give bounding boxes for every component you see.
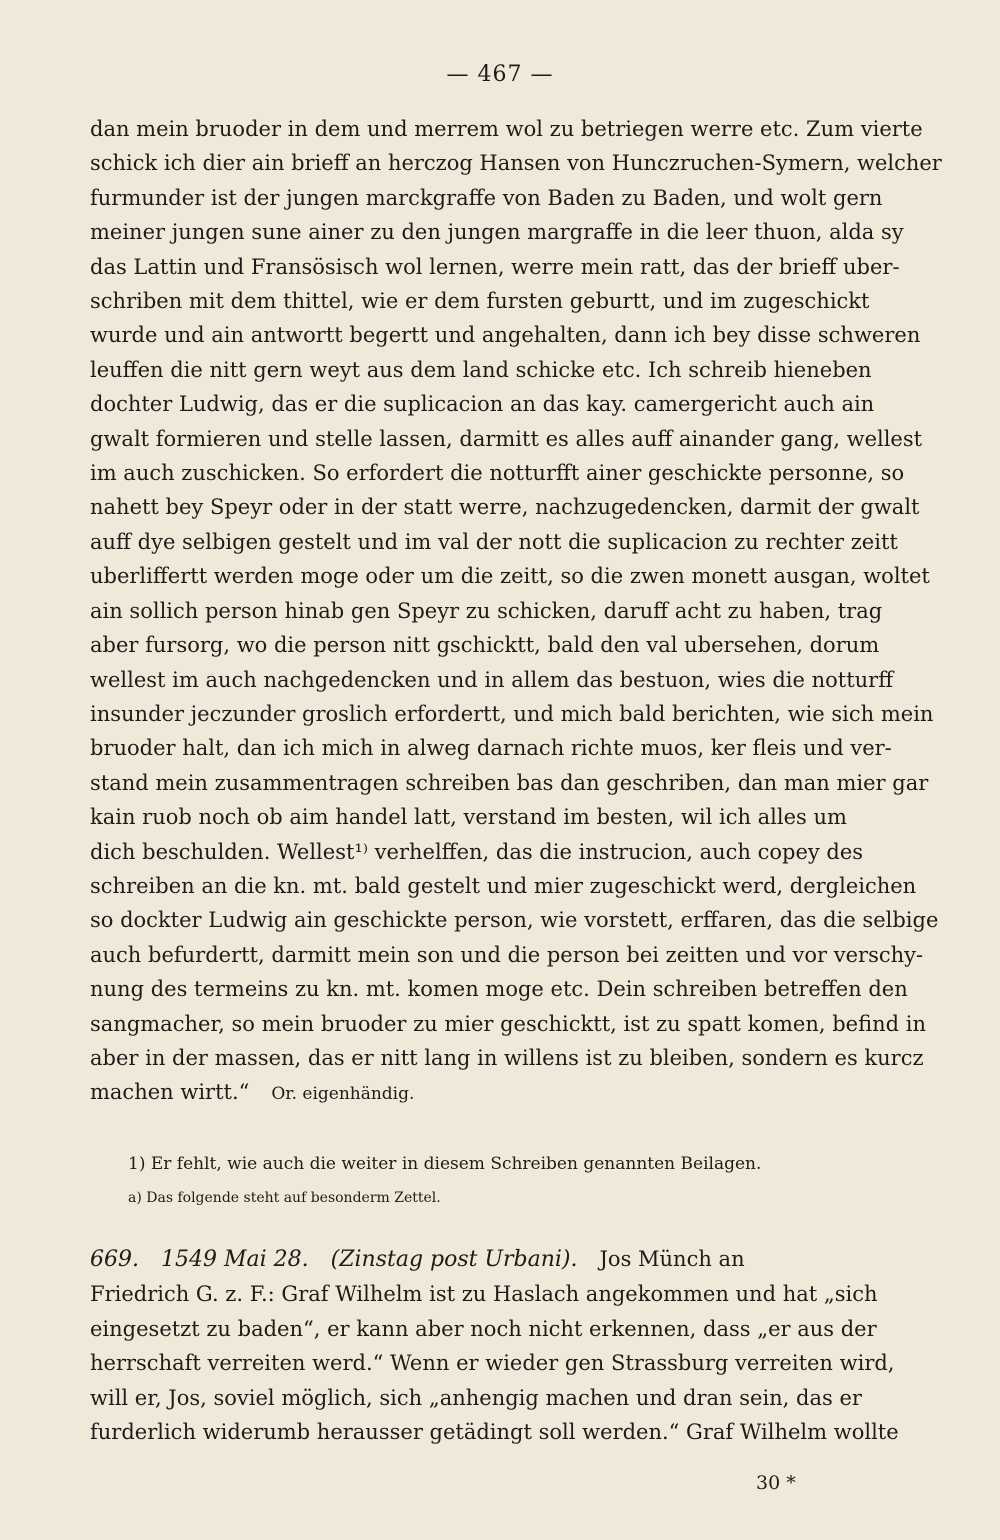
entry-heading-line (90, 1242, 942, 1277)
text-line: will er, Jos, soviel möglich, sich „anhengig machen und dran sein, das er (90, 1385, 862, 1410)
text-line: stand mein zusammentragen schreiben bas dan geschriben, dan man mier gar (90, 770, 929, 795)
text-line: so dockter Ludwig ain geschickte person, wie vorstett, erffaren, das die selbige (90, 908, 939, 933)
text-line: ain sollich person hinab gen Speyr zu schicken, daruff acht zu haben, trag (90, 598, 883, 623)
text-line: dochter Ludwig, das er die suplicacion an das kay. camergericht auch ain (90, 392, 875, 417)
text-line: gwalt formieren und stelle lassen, darmitt es alles auff ainander gang, wellest (90, 426, 923, 451)
text-line: Friedrich G. z. F.: Graf Wilhelm ist zu Haslach angekommen und hat „sich (90, 1282, 878, 1307)
text-line: auch befurdertt, darmitt mein son und die person bei zeitten und vor verschy- (90, 942, 924, 967)
text-line: schick ich dier ain brieff an herczog Hansen von Hunczruchen-Symern, welcher (90, 151, 942, 176)
entry-669 (90, 1242, 942, 1449)
text-line: aber in der massen, das er nitt lang in willens ist zu bleiben, sondern es kurcz (90, 1045, 924, 1070)
text-line: bruoder halt, dan ich mich in alweg darnach richte muos, ker fleis und ver- (90, 736, 892, 761)
text-line: eingesetzt zu baden“, er kann aber noch nicht erkennen, dass „er aus der (90, 1316, 877, 1341)
text-line: sangmacher, so mein bruoder zu mier geschicktt, ist zu spatt komen, befind in (90, 1011, 926, 1036)
text-line: herrschaft verreiten werd.“ Wenn er wieder gen Strassburg verreiten wird, (90, 1351, 895, 1376)
text-line: nung des termeins zu kn. mt. komen moge etc. Dein schreiben betreffen den (90, 977, 908, 1002)
text-line: dich beschulden. Wellest¹⁾ verhelffen, das die instrucion, auch copey des (90, 839, 864, 864)
text-line: im auch zuschicken. So erfordert die notturfft ainer geschickte personne, so (90, 461, 905, 486)
text-line: furderlich widerumb herausser getädingt soll werden.“ Graf Wilhelm wollte (90, 1420, 899, 1445)
text-line: kain ruob noch ob aim handel latt, verstand im besten, wil ich alles um (90, 805, 847, 830)
page-number: — 467 — (446, 62, 554, 87)
text-line: wurde und ain antwortt begertt und angehalten, dann ich bey disse schweren (90, 323, 921, 348)
entry-number: 669. (90, 1247, 139, 1272)
text-line: auff dye selbigen gestelt und im val der nott die suplicacion zu rechter zeitt (90, 529, 898, 554)
footnote-1: 1) Er fehlt, wie auch die weiter in diesem Schreiben genannten Beilagen. (128, 1154, 762, 1174)
text-line: meiner jungen sune ainer zu den jungen margraffe in die leer thuon, alda sy (90, 220, 904, 245)
footnote-a: a) Das folgende steht auf besonderm Zettel. (128, 1190, 441, 1206)
text-line: insunder jeczunder groslich erfordertt, und mich bald berichten, wie sich mein (90, 701, 934, 726)
text-line: das Lattin und Fransösisch wol lernen, werre mein ratt, das der brieff uber- (90, 254, 900, 279)
text-line: furmunder ist der jungen marckgraffe von Baden zu Baden, und wolt gern (90, 185, 883, 210)
text-line: nahett bey Speyr oder in der statt werre, nachzugedencken, darmit der gwalt (90, 495, 920, 520)
entry-day: (Zinstag post Urbani). (330, 1247, 578, 1272)
text-line: uberliffertt werden moge oder um die zeitt, so die zwen monett ausgan, woltet (90, 564, 930, 589)
text-line: schriben mit dem thittel, wie er dem fursten geburtt, und im zugeschickt (90, 289, 870, 314)
entry-date: 1549 Mai 28. (160, 1247, 309, 1272)
sheet-signature-mark: 30 * (756, 1472, 796, 1494)
letter-body (90, 112, 942, 1112)
footnotes (128, 1152, 928, 1208)
text-line: aber fursorg, wo die person nitt gschicktt, bald den val ubersehen, dorum (90, 633, 880, 658)
text-line: leuffen die nitt gern weyt aus dem land schicke etc. Ich schreib hieneben (90, 357, 872, 382)
source-note: Or. eigenhändig. (271, 1084, 415, 1105)
text-line: dan mein bruoder in dem und merrem wol zu betriegen werre etc. Zum vierte (90, 117, 923, 141)
closing-line (90, 1075, 942, 1111)
text-line: schreiben an die kn. mt. bald gestelt und mier zugeschickt werd, dergleichen (90, 873, 917, 898)
text-line: wellest im auch nachgedencken und in allem das bestuon, wies die notturff (90, 667, 894, 692)
entry-summary-start: Jos Münch an (599, 1247, 745, 1271)
closing-text: machen wirtt.“ (90, 1080, 250, 1105)
